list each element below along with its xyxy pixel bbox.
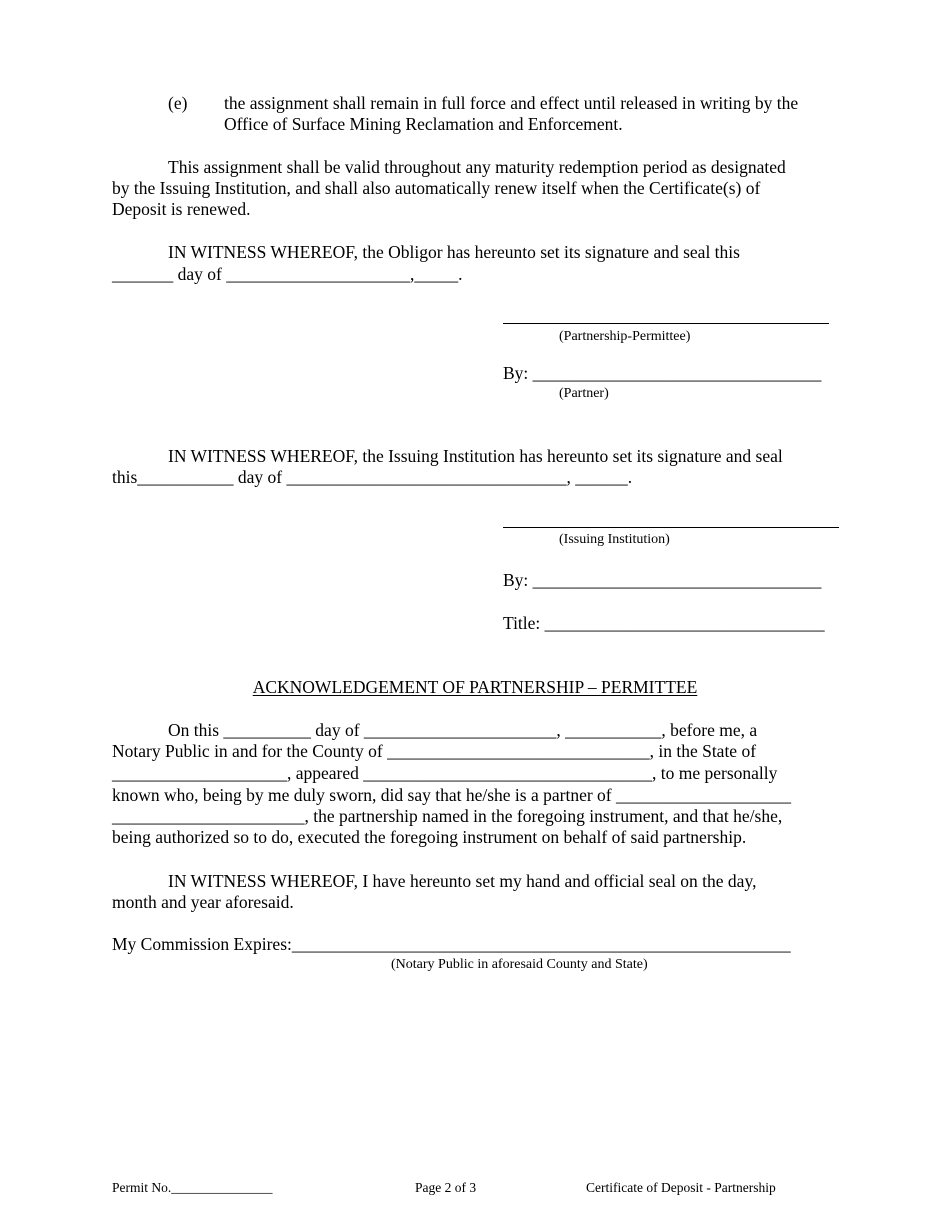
- validity-line-3: Deposit is renewed.: [112, 199, 251, 219]
- footer-page-number: Page 2 of 3: [415, 1180, 477, 1195]
- item-e-marker: (e): [168, 93, 188, 113]
- validity-line-1: This assignment shall be valid throughout any maturity redemption period as designated: [168, 157, 786, 177]
- ack-line-3: ____________________, appeared _________________________________, to me personally: [112, 763, 778, 783]
- commission-expires-line: My Commission Expires:_________________________________________________________: [112, 934, 791, 954]
- ack-line-2: Notary Public in and for the County of ______________________________, in the State of: [112, 741, 757, 761]
- footer-permit-number: Permit No._______________: [112, 1180, 273, 1195]
- notary-public-caption: (Notary Public in aforesaid County and State): [391, 957, 648, 972]
- ack-line-4: known who, being by me duly sworn, did say that he/she is a partner of ____________________: [112, 785, 792, 805]
- obligor-witness-line-2: _______ day of _____________________,_____.: [112, 264, 463, 284]
- item-e-line-1: the assignment shall remain in full force and effect until released in writing by the: [224, 93, 799, 113]
- institution-witness-line-1: IN WITNESS WHEREOF, the Issuing Institution has hereunto set its signature and seal: [168, 446, 783, 466]
- ack-line-6: being authorized so to do, executed the foregoing instrument on behalf of said partnership.: [112, 827, 747, 847]
- obligor-witness-line-1: IN WITNESS WHEREOF, the Obligor has hereunto set its signature and seal this: [168, 242, 740, 262]
- ack-line-1: On this __________ day of ______________________, ___________, before me, a: [168, 720, 758, 740]
- notary-witness-line-2: month and year aforesaid.: [112, 892, 294, 912]
- obligor-by-line: By: _________________________________: [503, 363, 822, 383]
- issuing-institution-caption: (Issuing Institution): [559, 532, 670, 547]
- validity-line-2: by the Issuing Institution, and shall also automatically renew itself when the Certificate(s) of: [112, 178, 761, 198]
- ack-line-5: ______________________, the partnership named in the foregoing instrument, and that he/she,: [112, 806, 783, 826]
- institution-signature-line: [503, 527, 839, 528]
- partnership-permittee-caption: (Partnership-Permittee): [559, 329, 691, 344]
- institution-title-line: Title: ________________________________: [503, 613, 825, 633]
- acknowledgement-heading: ACKNOWLEDGEMENT OF PARTNERSHIP – PERMITTEE: [252, 677, 698, 697]
- institution-by-line: By: _________________________________: [503, 570, 822, 590]
- obligor-signature-line: [503, 323, 829, 324]
- item-e-line-2: Office of Surface Mining Reclamation and Enforcement.: [224, 114, 623, 134]
- footer-form-title: Certificate of Deposit - Partnership: [586, 1180, 776, 1195]
- notary-witness-line-1: IN WITNESS WHEREOF, I have hereunto set my hand and official seal on the day,: [168, 871, 757, 891]
- partner-caption: (Partner): [559, 386, 609, 401]
- institution-witness-line-2: this___________ day of ________________________________, ______.: [112, 467, 633, 487]
